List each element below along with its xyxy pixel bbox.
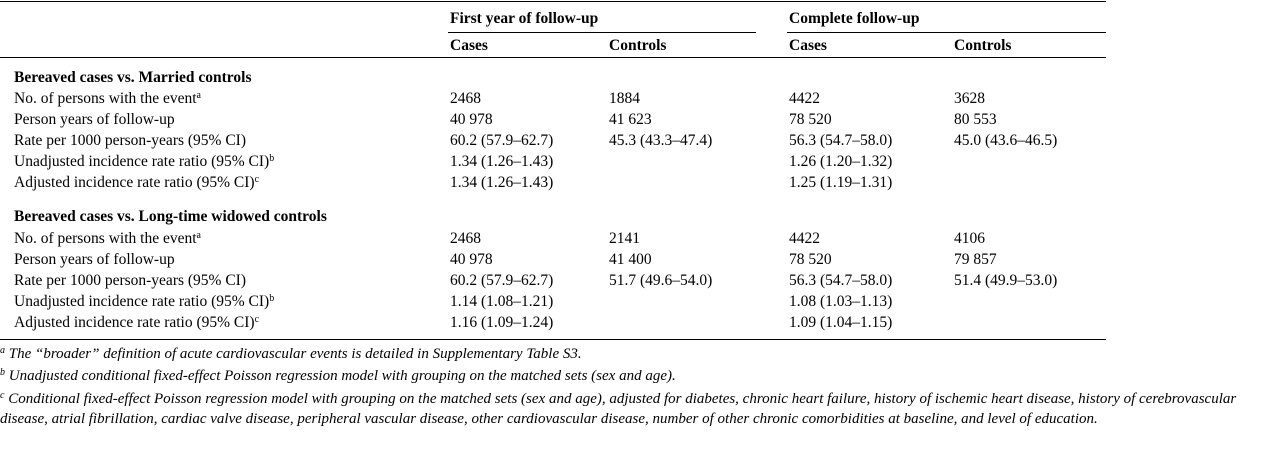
cell: 79 857 (954, 251, 997, 268)
cell: 60.2 (57.9–62.7) (450, 132, 554, 149)
header-cases-1: Cases (450, 37, 488, 54)
cell: 56.3 (54.7–58.0) (789, 132, 893, 149)
cell: 78 520 (789, 111, 832, 128)
cell: 1.16 (1.09–1.24) (450, 314, 554, 331)
cell: 4422 (789, 90, 820, 107)
row-label: No. of persons with the event$^a$ (14, 230, 201, 247)
footnote-mark: a (196, 90, 201, 101)
cell: 60.2 (57.9–62.7) (450, 272, 554, 289)
cell: 56.3 (54.7–58.0) (789, 272, 893, 289)
table-top-rule (0, 1, 1106, 2)
footnote-mark: b (269, 153, 275, 164)
cell: 51.7 (49.6–54.0) (609, 272, 713, 289)
row-label: Adjusted incidence rate ratio (95% CI)$^c$ (14, 314, 260, 331)
cell: 80 553 (954, 111, 997, 128)
row-label: Person years of follow-up (14, 251, 175, 268)
cell: 1.08 (1.03–1.13) (789, 293, 893, 310)
footnote-mark: a (196, 230, 201, 241)
cell: 41 623 (609, 111, 652, 128)
group2-underline (787, 32, 1106, 33)
cell: 41 400 (609, 251, 652, 268)
footnote-mark: b (269, 293, 275, 304)
cell: 1.26 (1.20–1.32) (789, 153, 893, 170)
cell: 3628 (954, 90, 985, 107)
section-title: Bereaved cases vs. Long-time widowed controls (14, 208, 327, 225)
cell: 2468 (450, 90, 481, 107)
cell: 4422 (789, 230, 820, 247)
cell: 1.25 (1.19–1.31) (789, 174, 893, 191)
cell: 45.0 (43.6–46.5) (954, 132, 1058, 149)
row-label: Unadjusted incidence rate ratio (95% CI)$^b$ (14, 293, 275, 310)
footnote-a: $^a$ The “broader” definition of acute cardiovascular events is detailed in Supplementary Table S3. (0, 345, 582, 362)
cell: 45.3 (43.3–47.4) (609, 132, 713, 149)
cell: 40 978 (450, 111, 493, 128)
cell: 1.34 (1.26–1.43) (450, 174, 554, 191)
cell: 1884 (609, 90, 640, 107)
header-controls-2: Controls (954, 37, 1012, 54)
row-label: Person years of follow-up (14, 111, 175, 128)
row-label: Unadjusted incidence rate ratio (95% CI)$^b$ (14, 153, 275, 170)
row-label: No. of persons with the event$^a$ (14, 90, 201, 107)
footnote-b: $^b$ Unadjusted conditional fixed-effect Poisson regression model with grouping on the matched sets (sex and age). (0, 367, 676, 384)
group1-underline (448, 32, 756, 33)
header-controls-1: Controls (609, 37, 667, 54)
cell: 2141 (609, 230, 640, 247)
header-bottom-rule (0, 57, 1106, 58)
section-title: Bereaved cases vs. Married controls (14, 69, 252, 86)
cell: 4106 (954, 230, 985, 247)
footnote-c: $^c$ Conditional fixed-effect Poisson regression model with grouping on the matched sets (sex and age), adjusted for diabetes, chronic heart failure, history of ischemic heart disease, history of cerebrovascular disease, atrial fibrillation, cardiac valve disease, peripheral vascular disease, other cardiovascular disease, number of other chronic comorbidities at baseline, and level of education. (0, 390, 1237, 427)
row-label: Adjusted incidence rate ratio (95% CI)$^c$ (14, 174, 260, 191)
cell: 1.09 (1.04–1.15) (789, 314, 893, 331)
cell: 1.34 (1.26–1.43) (450, 153, 554, 170)
footnote-mark: c (254, 174, 260, 185)
header-group-complete: Complete follow-up (789, 10, 920, 27)
cell: 1.14 (1.08–1.21) (450, 293, 554, 310)
header-cases-2: Cases (789, 37, 827, 54)
cell: 40 978 (450, 251, 493, 268)
table-bottom-rule (0, 339, 1106, 340)
row-label: Rate per 1000 person-years (95% CI) (14, 132, 246, 149)
cell: 78 520 (789, 251, 832, 268)
header-group-first-year: First year of follow-up (450, 10, 599, 27)
cell: 2468 (450, 230, 481, 247)
footnote-mark: c (254, 314, 260, 325)
row-label: Rate per 1000 person-years (95% CI) (14, 272, 246, 289)
cell: 51.4 (49.9–53.0) (954, 272, 1058, 289)
